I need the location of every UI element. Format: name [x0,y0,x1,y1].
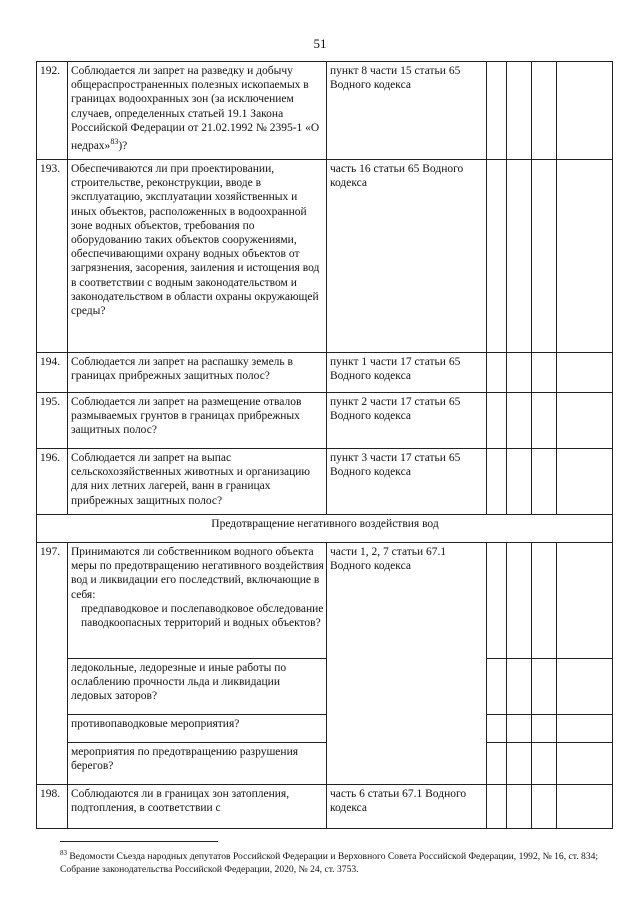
answer-cell-no[interactable] [507,543,532,659]
answer-cell-na[interactable] [532,785,557,829]
row-number: 193. [37,160,68,353]
row-number: 198. [37,785,68,829]
requirement-question: Соблюдается ли запрет на выпас сельскохозяйственных животных и организацию для них летних лагерей, ванн в границах прибрежных защитных полос? [68,449,327,515]
requirement-question: Обеспечиваются ли при проектировании, строительстве, реконструкции, вводе в эксплуатацию, эксплуатации хозяйственных и иных объектов, расположенных в водоохранной зоне водных объектов, требования по оборудованию таких объектов сооружениями, обеспечивающими охрану водных объектов от загрязнения, засорения, заиления и истощения вод в соответствии с водным законодательством и законодательством в области охраны окружающей среды? [68,160,327,353]
sub-question: мероприятия по предотвращению разрушения берегов? [68,743,327,785]
page-number: 51 [313,36,327,51]
footnote-ref: 83 [110,137,119,147]
sub-question: ледокольные, ледорезные и иные работы по ослаблению прочности льда и ликвидации ледовых заторов? [68,659,327,715]
table-row [37,62,613,160]
legal-reference: части 1, 2, 7 статьи 67.1 Водного кодекса [327,543,487,785]
table-row [37,659,613,715]
answer-cell-no[interactable] [507,160,532,353]
comment-cell[interactable] [557,715,613,743]
legal-reference: часть 6 статьи 67.1 Водного кодекса [327,785,487,829]
answer-cell-no[interactable] [507,393,532,449]
answer-cell-na[interactable] [532,449,557,515]
comment-cell[interactable] [557,160,613,353]
table-row [37,353,613,393]
footnote-mark: 83 [60,849,67,857]
row-number: 195. [37,393,68,449]
requirement-question: Соблюдается ли запрет на разведку и добычу общераспространенных полезных ископаемых в границах водоохранных зон (за исключением случаев, определенных статьей 19.1 Закона Российской Федерации от 21.02.1992 № 2395-1 «О недрах»$^{83}$)? [68,62,327,160]
answer-cell-no[interactable] [507,659,532,715]
answer-cell-no[interactable] [507,449,532,515]
row-number: 192. [37,62,68,160]
table-row [37,449,613,515]
answer-cell-yes[interactable] [487,393,507,449]
answer-cell-na[interactable] [532,62,557,160]
table-row [37,160,613,353]
comment-cell[interactable] [557,353,613,393]
comment-cell[interactable] [557,393,613,449]
row-number: 196. [37,449,68,515]
legal-reference: пункт 8 части 15 статьи 65 Водного кодекса [327,62,487,160]
requirement-question: Соблюдается ли запрет на размещение отвалов размываемых грунтов в границах прибрежных защитных полос? [68,393,327,449]
footnote [60,847,612,876]
table-row [37,543,613,659]
answer-cell-yes[interactable] [487,160,507,353]
table-row [37,785,613,829]
legal-reference: часть 16 статьи 65 Водного кодекса [327,160,487,353]
comment-cell[interactable] [557,62,613,160]
answer-cell-no[interactable] [507,715,532,743]
table-row [37,393,613,449]
row-number: 194. [37,353,68,393]
checklist-table [36,61,613,829]
answer-cell-na[interactable] [532,659,557,715]
comment-cell[interactable] [557,743,613,785]
requirement-question: Соблюдаются ли в границах зон затопления, подтопления, в соответствии с [68,785,327,829]
row-number: 197. [37,543,68,785]
legal-reference: пункт 1 части 17 статьи 65 Водного кодекса [327,353,487,393]
footnote-divider [60,841,218,842]
answer-cell-no[interactable] [507,743,532,785]
answer-cell-yes[interactable] [487,353,507,393]
answer-cell-na[interactable] [532,393,557,449]
answer-cell-yes[interactable] [487,659,507,715]
sub-question: предпаводковое и послепаводковое обследование паводкоопасных территорий и водных объектов? [81,602,324,630]
answer-cell-yes[interactable] [487,543,507,659]
comment-cell[interactable] [557,785,613,829]
answer-cell-na[interactable] [532,160,557,353]
sub-question: противопаводковые мероприятия? [68,715,327,743]
answer-cell-na[interactable] [532,743,557,785]
section-title: Предотвращение негативного воздействия вод [37,515,613,543]
answer-cell-yes[interactable] [487,449,507,515]
answer-cell-no[interactable] [507,353,532,393]
legal-reference: пункт 3 части 17 статьи 65 Водного кодекса [327,449,487,515]
comment-cell[interactable] [557,659,613,715]
table-row [37,743,613,785]
answer-cell-yes[interactable] [487,715,507,743]
answer-cell-na[interactable] [532,715,557,743]
answer-cell-no[interactable] [507,62,532,160]
answer-cell-na[interactable] [532,543,557,659]
legal-reference: пункт 2 части 17 статьи 65 Водного кодекса [327,393,487,449]
requirement-question: Соблюдается ли запрет на распашку земель в границах прибрежных защитных полос? [68,353,327,393]
table-row [37,715,613,743]
answer-cell-no[interactable] [507,785,532,829]
section-row [37,515,613,543]
answer-cell-na[interactable] [532,353,557,393]
requirement-question: Принимаются ли собственником водного объекта меры по предотвращению негативного воздействия вод и ликвидации его последствий, включающие в себя: предпаводковое и послепаводковое обследование паводкоопасных территорий и водных объектов? [68,543,327,659]
answer-cell-yes[interactable] [487,743,507,785]
comment-cell[interactable] [557,543,613,659]
answer-cell-yes[interactable] [487,62,507,160]
footnote-text: Ведомости Съезда народных депутатов Российской Федерации и Верховного Совета Российской Федерации, 1992, № 16, ст. 834; Собрание законодательства Российской Федерации, 2020, № 24, ст. 3753. [60,851,599,876]
answer-cell-yes[interactable] [487,785,507,829]
comment-cell[interactable] [557,449,613,515]
